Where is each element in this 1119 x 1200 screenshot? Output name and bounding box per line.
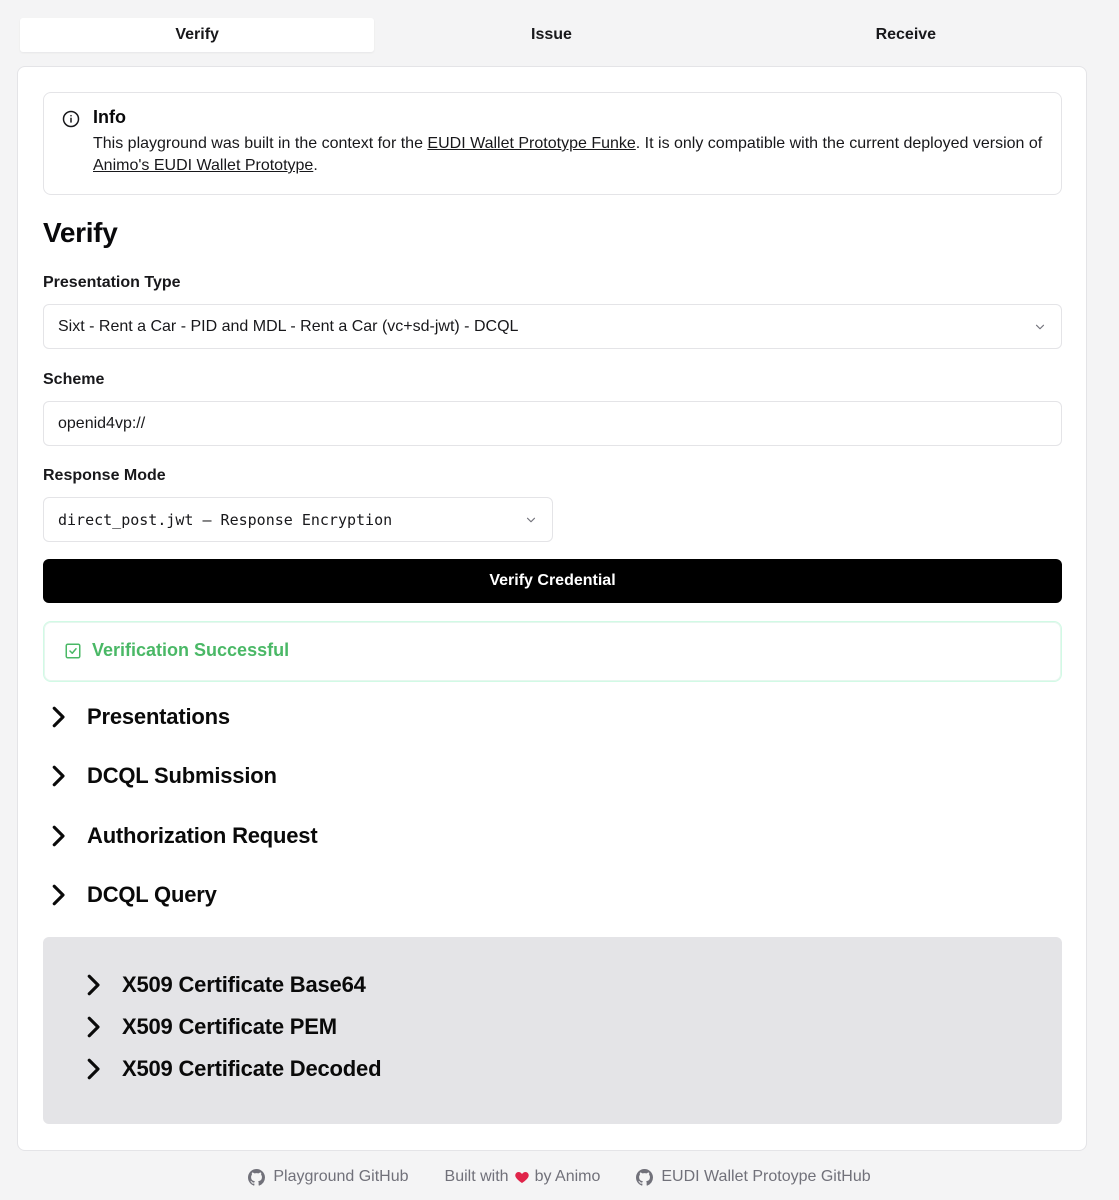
playground-github-label: Playground GitHub xyxy=(273,1168,409,1185)
check-square-icon xyxy=(64,642,82,660)
x509-base64-label: X509 Certificate Base64 xyxy=(122,972,366,997)
x509-pem-label: X509 Certificate PEM xyxy=(122,1014,337,1039)
scheme-value: openid4vp:// xyxy=(58,414,146,432)
dcql-query-label: DCQL Query xyxy=(87,882,217,907)
response-mode-value: direct_post.jwt – Response Encryption xyxy=(58,510,393,529)
info-icon xyxy=(62,110,80,128)
heart-icon xyxy=(514,1169,530,1185)
eudi-wallet-github-label: EUDI Wallet Protoype GitHub xyxy=(661,1168,871,1185)
chevron-right-icon xyxy=(78,970,108,1000)
presentations-toggle[interactable] xyxy=(43,697,230,737)
chevron-down-icon xyxy=(524,513,538,527)
response-mode-select[interactable] xyxy=(43,497,553,542)
scheme-input[interactable] xyxy=(43,401,1062,446)
verify-credential-button[interactable]: Verify Credential xyxy=(43,559,1062,603)
certificates-panel xyxy=(43,937,1062,1124)
chevron-right-icon xyxy=(78,1012,108,1042)
x509-pem-toggle[interactable] xyxy=(78,1007,337,1047)
eudi-wallet-github-link[interactable] xyxy=(636,1168,870,1186)
info-title: Info xyxy=(93,107,126,127)
github-icon xyxy=(636,1169,653,1186)
chevron-right-icon xyxy=(78,1054,108,1084)
dcql-submission-toggle[interactable] xyxy=(43,756,277,796)
authorization-request-toggle[interactable] xyxy=(43,816,317,856)
github-icon xyxy=(248,1169,265,1186)
info-text: This playground was built in the context for the EUDI Wallet Prototype Funke. It is only compatible with the current deployed version of Animo's EUDI Wallet Prototype. xyxy=(93,135,1043,174)
chevron-down-icon xyxy=(1033,320,1047,334)
tab-bar xyxy=(16,14,1087,56)
footer xyxy=(0,1168,1119,1186)
x509-base64-toggle[interactable] xyxy=(78,965,366,1005)
verification-status-text: Verification Successful xyxy=(92,640,290,660)
response-mode-label: Response Mode xyxy=(43,467,166,484)
tab-receive[interactable]: Receive xyxy=(875,26,937,43)
eudi-funke-link[interactable]: EUDI Wallet Prototype Funke xyxy=(427,135,636,152)
chevron-right-icon xyxy=(43,702,73,732)
tab-verify[interactable]: Verify xyxy=(20,18,374,52)
built-with-suffix: by Animo xyxy=(534,1168,601,1185)
x509-decoded-toggle[interactable] xyxy=(78,1049,381,1089)
presentation-type-value: Sixt - Rent a Car - PID and MDL - Rent a Car (vc+sd-jwt) - DCQL xyxy=(58,317,519,335)
chevron-right-icon xyxy=(43,761,73,791)
playground-github-link[interactable] xyxy=(248,1168,408,1186)
scheme-label: Scheme xyxy=(43,371,105,388)
tab-issue[interactable]: Issue xyxy=(531,26,572,43)
presentation-type-label: Presentation Type xyxy=(43,274,181,291)
verify-card xyxy=(17,66,1087,1151)
presentation-type-select[interactable] xyxy=(43,304,1062,349)
verification-status xyxy=(43,621,1062,682)
built-with-animo xyxy=(445,1168,601,1186)
page-title: Verify xyxy=(43,217,118,248)
info-alert xyxy=(43,92,1062,195)
dcql-query-toggle[interactable] xyxy=(43,875,217,915)
dcql-submission-label: DCQL Submission xyxy=(87,763,277,788)
authorization-request-label: Authorization Request xyxy=(87,823,318,848)
built-with-prefix: Built with xyxy=(444,1168,509,1185)
x509-decoded-label: X509 Certificate Decoded xyxy=(122,1056,382,1081)
presentations-label: Presentations xyxy=(87,704,230,729)
chevron-right-icon xyxy=(43,880,73,910)
animo-wallet-link[interactable]: Animo's EUDI Wallet Prototype xyxy=(93,157,314,174)
chevron-right-icon xyxy=(43,821,73,851)
